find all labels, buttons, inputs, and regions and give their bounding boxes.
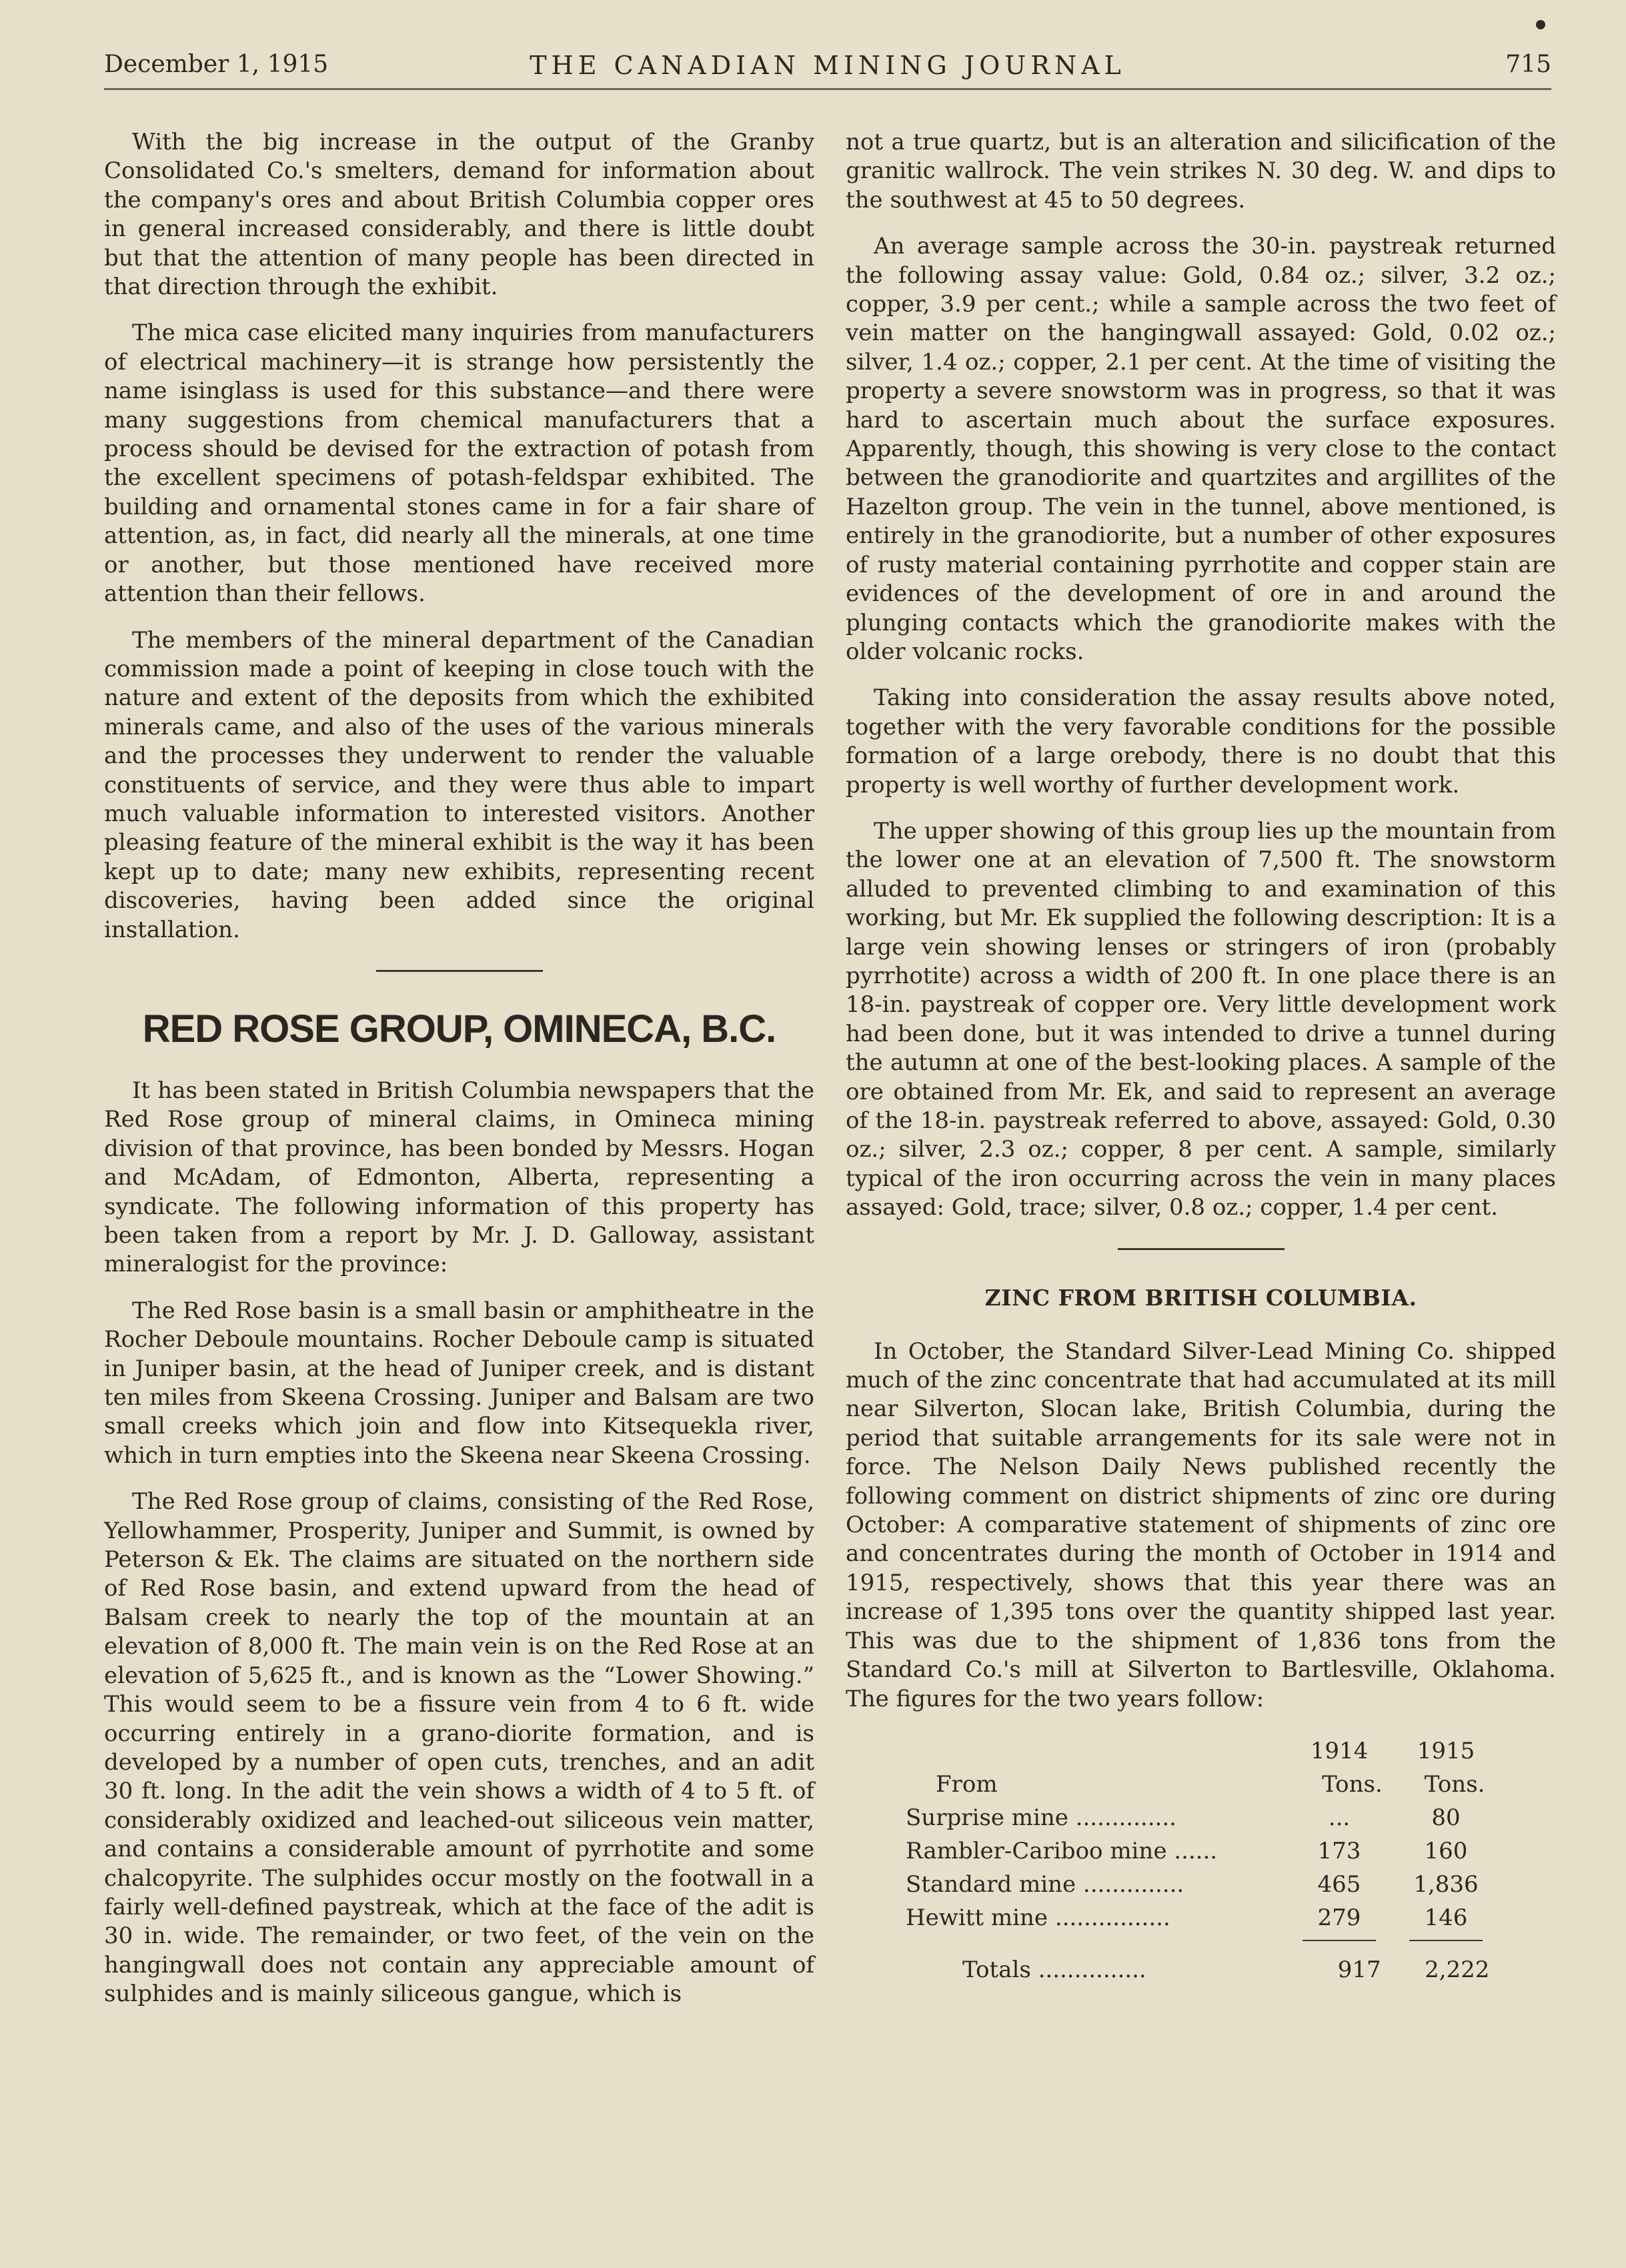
totals-rule: [906, 1931, 1506, 1950]
paragraph: Taking into consideration the assay results above noted, together with the very favorable conditions for the possible formation of a large orebody, there is no doubt that this property is well worthy of further development work.: [846, 684, 1556, 798]
value-1915: 80: [1431, 1804, 1461, 1831]
mine-name: Surprise mine ..............: [906, 1804, 1176, 1831]
column-header: 1914: [1310, 1737, 1369, 1764]
column-header-from: From: [936, 1770, 998, 1798]
column-unit: Tons.: [1322, 1770, 1383, 1798]
right-column: [846, 128, 1556, 1983]
mine-name: Standard mine ..............: [906, 1870, 1184, 1898]
header-rule: [104, 88, 1551, 90]
table-row: [906, 1831, 1506, 1864]
total-line: [1303, 1940, 1376, 1941]
paragraph: The upper showing of this group lies up the mountain from the lower one at an elevation of 7,500 ft. The snowstorm alluded to prevented climbing to and examination of this working, but Mr. Ek supplied the following description: It is a large vein showing lenses or stringers of iron (probably pyrrhotite) across a width of 200 ft. In one place there is an 18-in. paystreak of copper ore. Very little development work had been done, but it was intended to drive a tunnel during the autumn at one of the best-looking places. A sample of the ore obtained from Mr. Ek, and said to represent an average of the 18-in. paystreak referred to above, assayed: Gold, 0.30 oz.; silver, 2.3 oz.; copper, 8 per cent. A sample, similarly typical of the iron occurring across the vein in many places assayed: Gold, trace; silver, 0.8 oz.; copper, 1.4 per cent.: [846, 817, 1556, 1221]
value-1914: ...: [1328, 1804, 1351, 1831]
section-separator: [1118, 1248, 1285, 1250]
paragraph: not a true quartz, but is an alteration and silicification of the granitic wallrock. The vein strikes N. 30 deg. W. and dips to the southwest at 45 to 50 degrees.: [846, 129, 1556, 213]
paragraph: With the big increase in the output of the Granby Consolidated Co.'s smelters, demand for information about the company's ores and about British Columbia copper ores in general increased considerably, and there is little doubt but that the attention of many people has been directed in that direction through the exhibit.: [104, 129, 814, 301]
total-1914: 917: [1337, 1956, 1381, 1983]
section-heading: ZINC FROM BRITISH COLUMBIA.: [984, 1284, 1417, 1311]
paragraph: An average sample across the 30-in. paystreak returned the following assay value: Gold, 0.84 oz.; silver, 3.2 oz.; copper, 3.9 per cent.; while a sample across the two feet of vein matter on the hangingwall assayed: Gold, 0.02 oz.; silver, 1.4 oz.; copper, 2.1 per cent. At the time of visiting the property a severe snowstorm was in progress, so that it was hard to ascertain much about the surface exposures. Apparently, though, this showing is very close to the contact between the granodiorite and quartzites and argillites of the Hazelton group. The vein in the tunnel, above mentioned, is entirely in the granodiorite, but a number of other exposures of rusty material containing pyrrhotite and copper stain are evidences of the development of ore in and around the plunging contacts which the granodiorite makes with the older volcanic rocks.: [846, 233, 1556, 665]
total-1915: 2,222: [1425, 1956, 1490, 1983]
mine-name: Rambler-Cariboo mine ......: [906, 1837, 1218, 1864]
column-unit: Tons.: [1424, 1770, 1485, 1798]
zinc-shipments-table: [906, 1731, 1506, 1983]
value-1914: 173: [1317, 1837, 1361, 1864]
total-line: [1409, 1940, 1483, 1941]
paragraph: The Red Rose group of claims, consisting of the Red Rose, Yellowhammer, Prosperity, Juniper and Summit, is owned by Peterson & Ek. The claims are situated on the northern side of Red Rose basin, and extend upward from the head of Balsam creek to nearly the top of the mountain at an elevation of 8,000 ft. The main vein is on the Red Rose at an elevation of 5,625 ft., and is known as the “Lower Showing.” This would seem to be a fissure vein from 4 to 6 ft. wide occurring entirely in a grano-diorite formation, and is developed by a number of open cuts, trenches, and an adit 30 ft. long. In the adit the vein shows a width of 4 to 5 ft. of considerably oxidized and leached-out siliceous vein matter, and contains a considerable amount of pyrrhotite and some chalcopyrite. The sulphides occur mostly on the footwall in a fairly well-defined paystreak, which at the face of the adit is 30 in. wide. The remainder, or two feet, of the vein on the hangingwall does not contain any appreciable amount of sulphides and is mainly siliceous gangue, which is: [104, 1488, 814, 2008]
column-header: 1915: [1417, 1737, 1475, 1764]
mine-name: Hewitt mine ................: [906, 1904, 1170, 1931]
paragraph: The Red Rose basin is a small basin or amphitheatre in the Rocher Deboule mountains. Rocher Deboule camp is situated in Juniper basin, at the head of Juniper creek, and is distant ten miles from Skeena Crossing. Juniper and Balsam are two small creeks which join and flow into Kitsequekla river, which in turn empties into the Skeena near Skeena Crossing.: [104, 1297, 814, 1469]
totals-row: [906, 1950, 1506, 1983]
left-column: [104, 128, 814, 2027]
section-heading: RED ROSE GROUP, OMINECA, B.C.: [142, 1007, 776, 1051]
section-separator: [376, 970, 543, 972]
ink-dot: [1536, 20, 1545, 29]
journal-title: THE CANADIAN MINING JOURNAL: [530, 51, 1126, 80]
value-1914: 465: [1317, 1870, 1361, 1898]
value-1915: 146: [1424, 1904, 1468, 1931]
table-row: [906, 1898, 1506, 1931]
page-header: [104, 51, 1551, 91]
totals-label: Totals ...............: [962, 1956, 1146, 1983]
issue-date: December 1, 1915: [104, 51, 329, 78]
page-number: 715: [1505, 51, 1551, 78]
paragraph: It has been stated in British Columbia newspapers that the Red Rose group of mineral claims, in Omineca mining division of that province, has been bonded by Messrs. Hogan and McAdam, of Edmonton, Alberta, representing a syndicate. The following information of this property has been taken from a report by Mr. J. D. Galloway, assistant mineralogist for the province:: [104, 1077, 814, 1278]
table-header-units: [906, 1764, 1506, 1798]
table-row: [906, 1798, 1506, 1831]
table-header-years: [906, 1731, 1506, 1764]
value-1914: 279: [1317, 1904, 1361, 1931]
paragraph: In October, the Standard Silver-Lead Mining Co. shipped much of the zinc concentrate that had accumulated at its mill near Silverton, Slocan lake, British Columbia, during the period that suitable arrangements for its sale were not in force. The Nelson Daily News published recently the following comment on district shipments of zinc ore during October: A comparative statement of shipments of zinc ore and concentrates during the month of October in 1914 and 1915, respectively, shows that this year there was an increase of 1,395 tons over the quantity shipped last year. This was due to the shipment of 1,836 tons from the Standard Co.'s mill at Silverton to Bartlesville, Oklahoma. The figures for the two years follow:: [846, 1337, 1556, 1712]
value-1915: 1,836: [1413, 1870, 1479, 1898]
paragraph: The members of the mineral department of the Canadian commission made a point of keeping in close touch with the nature and extent of the deposits from which the exhibited minerals came, and also of the uses of the various minerals and the processes they underwent to render the valuable constituents of service, and they were thus able to impart much valuable information to interested visitors. Another pleasing feature of the mineral exhibit is the way it has been kept up to date; many new exhibits, representing recent discoveries, having been added since the original installation.: [104, 626, 814, 943]
paragraph: The mica case elicited many inquiries from manufacturers of electrical machinery—it is strange how persistently the name isinglass is used for this substance—and there were many suggestions from chemical manufacturers that a process should be devised for the extraction of potash from the excellent specimens of potash-feldspar exhibited. The building and ornamental stones came in for a fair share of attention, as, in fact, did nearly all the minerals, at one time or another, but those mentioned have received more attention than their fellows.: [104, 320, 814, 608]
table-row: [906, 1864, 1506, 1898]
value-1915: 160: [1424, 1837, 1468, 1864]
